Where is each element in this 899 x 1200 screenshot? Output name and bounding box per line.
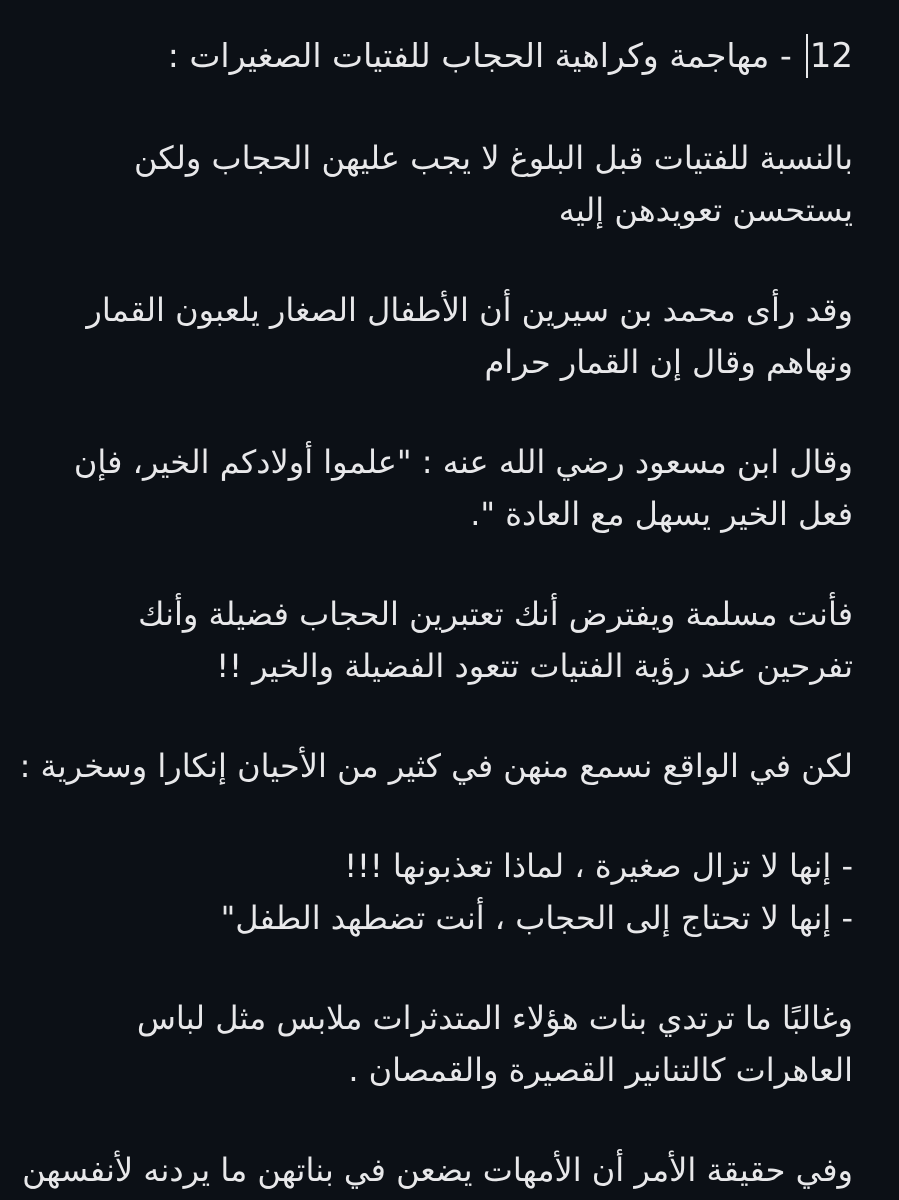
section-number: 12 [809,36,853,76]
paragraph-ibn-masud-quote [20,436,853,540]
text-cursor [806,34,808,78]
text-line: بالنسبة للفتيات قبل البلوغ لا يجب عليهن الحجاب ولكن [134,139,853,177]
list-item: - إنها لا تحتاج إلى الحجاب ، أنت تضطهد الطفل" [220,899,853,937]
text-line: يستحسن تعويدهن إليه [558,191,853,229]
text-line: لكن في الواقع نسمع منهن في كثير من الأحيان إنكارا وسخرية : [19,747,853,785]
paragraph-muslim-virtue [20,588,853,692]
paragraph-clothing [20,992,853,1096]
text-line: وقد رأى محمد بن سيرين أن الأطفال الصغار يلعبون القمار [86,291,853,329]
section-heading [20,26,853,86]
paragraph-prepuberty-hijab [20,132,853,236]
section-title: - مهاجمة وكراهية الحجاب للفتيات الصغيرات : [167,36,792,75]
paragraph-quoted-objections [20,840,853,944]
text-line: تفرحين عند رؤية الفتيات تتعود الفضيلة والخير !! [216,647,853,685]
text-line: وقال ابن مسعود رضي الله عنه : "علموا أولادكم الخير، فإن [73,443,853,481]
text-line: فأنت مسلمة ويفترض أنك تعتبرين الحجاب فضيلة وأنك [138,595,853,633]
text-line: العاهرات كالتنانير القصيرة والقمصان . [348,1051,853,1089]
text-line: فعل الخير يسهل مع العادة ". [470,495,853,533]
text-line: ونهاهم وقال إن القمار حرام [484,343,853,381]
paragraph-mothers [20,1144,853,1196]
paragraph-mockery-intro [20,740,853,792]
paragraph-ibn-sirin [20,284,853,388]
text-line: وغالبًا ما ترتدي بنات هؤلاء المتدثرات ملابس مثل لباس [136,999,853,1037]
list-item: - إنها لا تزال صغيرة ، لماذا تعذبونها !!! [344,847,853,885]
text-line: وفي حقيقة الأمر أن الأمهات يضعن في بناتهن ما يردنه لأنفسهن [22,1151,853,1189]
